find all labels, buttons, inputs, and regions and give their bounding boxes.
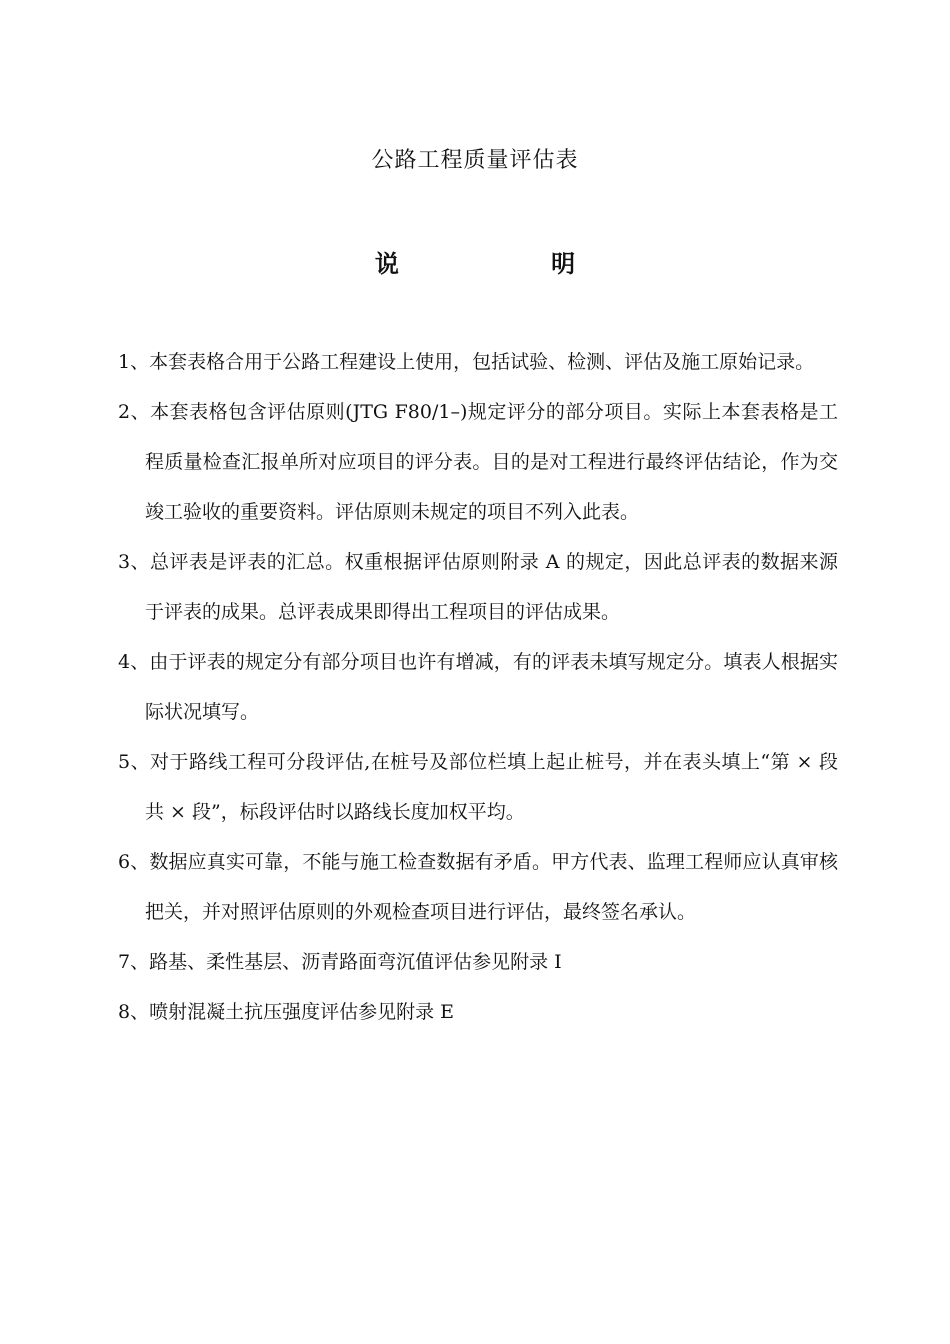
section-heading: 说 明 <box>374 250 648 278</box>
instruction-item-7: 7、路基、柔性基层、沥青路面弯沉值评估参见附录 I <box>118 951 562 973</box>
document-title: 公路工程质量评估表 <box>371 148 579 173</box>
instruction-item-4: 4、由于评表的规定分有部分项目也许有增减，有的评表未填写规定分。填表人根据实际状况填写。 <box>118 651 838 723</box>
instruction-item-1: 1、本套表格合用于公路工程建设上使用，包括试验、检测、评估及施工原始记录。 <box>118 351 815 373</box>
instruction-item-5: 5、对于路线工程可分段评估,在桩号及部位栏填上起止桩号，并在表头填上“第 × 段共 × 段”，标段评估时以路线长度加权平均。 <box>118 751 838 823</box>
instruction-item-6: 6、数据应真实可靠，不能与施工检查数据有矛盾。甲方代表、监理工程师应认真审核把关，并对照评估原则的外观检查项目进行评估，最终签名承认。 <box>118 851 838 923</box>
instruction-list <box>118 337 838 1037</box>
instruction-item-8: 8、喷射混凝土抗压强度评估参见附录 E <box>118 1001 454 1023</box>
instruction-item-2: 2、本套表格包含评估原则(JTG F80/1–)规定评分的部分项目。实际上本套表格是工程质量检查汇报单所对应项目的评分表。目的是对工程进行最终评估结论，作为交竣工验收的重要资料。评估原则未规定的项目不列入此表。 <box>118 401 838 523</box>
instruction-item-3: 3、总评表是评表的汇总。权重根据评估原则附录 A 的规定，因此总评表的数据来源于评表的成果。总评表成果即得出工程项目的评估成果。 <box>118 551 838 623</box>
